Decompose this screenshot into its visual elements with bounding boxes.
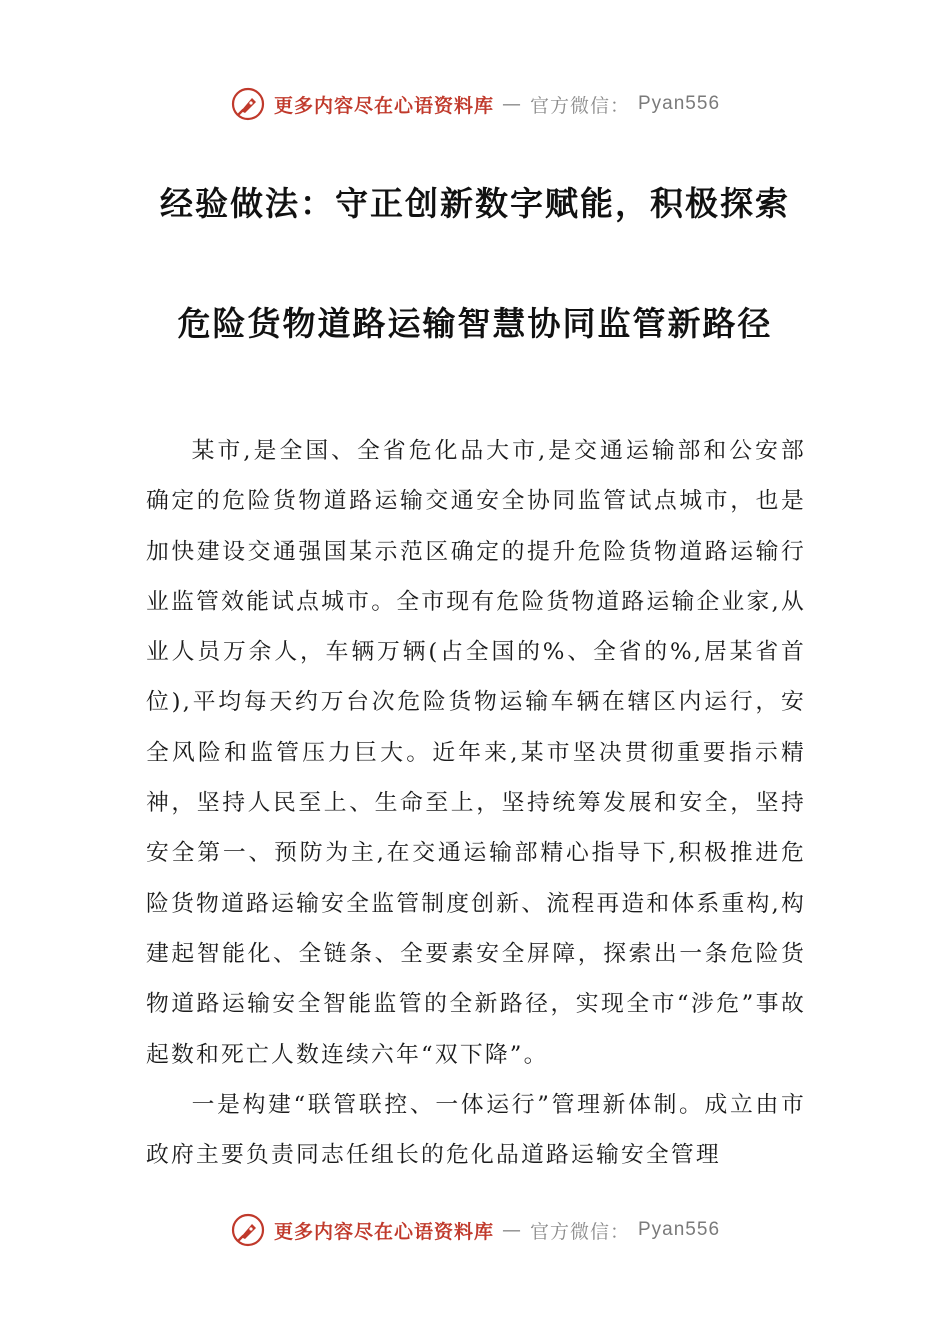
body-paragraph-2: 一是构建“联管联控、一体运行”管理新体制。成立由市政府主要负责同志任组长的危化品道路运输安全管理 — [146, 1091, 806, 1169]
body-paragraph-1: 某市,是全国、全省危化品大市,是交通运输部和公安部确定的危险货物道路运输交通安全协同监管试点城市，也是加快建设交通强国某示范区确定的提升危险货物道路运输行业监管效能试点城市。全市现有危险货物道路运输企业家,从业人员万余人，车辆万辆(占全国的%、全省的%,居某省首位),平均每天约万台次危险货物运输车辆在辖区内运行，安全风险和监管压力巨大。近年来,某市坚决贯彻重要指示精神，坚持人民至上、生命至上，坚持统筹发展和安全，坚持安全第一、预防为主,在交通运输部精心指导下,积极推进危险货物道路运输安全监管制度创新、流程再造和体系重构,构建起智能化、全链条、全要素安全屏障，探索出一条危险货物道路运输安全智能监管的全新路径，实现全市“涉危”事故起数和死亡人数连续六年“双下降”。 — [146, 438, 806, 1068]
watermark-footer — [0, 1210, 950, 1250]
watermark-separator: — — [501, 93, 522, 115]
pen-nib-circle-icon — [230, 86, 266, 122]
watermark-handle: Pyan556 — [638, 1219, 721, 1240]
document-title-line-1: 经验做法：守正创新数字赋能，积极探索 — [160, 184, 790, 223]
watermark-header — [0, 84, 950, 124]
watermark-contact-label: 官方微信： — [529, 1220, 630, 1243]
document-body — [146, 426, 806, 1180]
watermark-brand: 更多内容尽在心语资料库 — [273, 94, 494, 117]
watermark-brand: 更多内容尽在心语资料库 — [273, 1220, 494, 1243]
watermark-handle: Pyan556 — [638, 93, 721, 114]
watermark-separator: — — [501, 1219, 522, 1241]
pen-nib-circle-icon — [230, 1212, 266, 1248]
watermark-contact-label: 官方微信： — [529, 94, 630, 117]
document-title-line-2: 危险货物道路运输智慧协同监管新路径 — [177, 304, 773, 343]
